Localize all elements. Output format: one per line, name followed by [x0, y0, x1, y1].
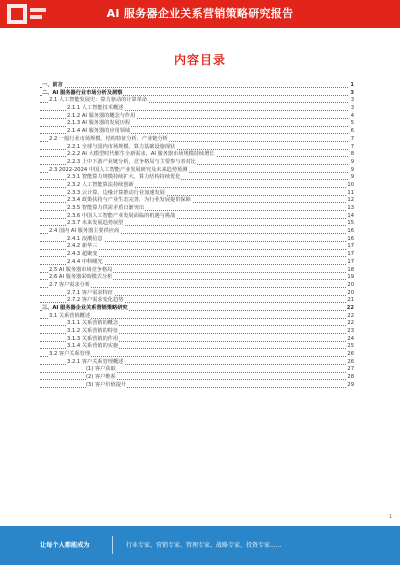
toc-entry-page: 21 — [347, 297, 354, 304]
toc-entry-label: 3.2 客户关系管理 — [49, 351, 91, 358]
toc-entry-label: 2.3.5 智能算力供需矛盾日渐突出 — [67, 205, 145, 211]
footer-slogan-right: 行业专家、营销专家、管理专家、战略专家、投资专家...... — [126, 542, 282, 549]
toc-entry-page: 17 — [347, 258, 354, 265]
toc-entry-page: 26 — [347, 351, 354, 358]
toc-entry-page: 17 — [347, 243, 354, 250]
toc-entry-page: 7 — [350, 135, 354, 142]
toc-entry-page: 10 — [347, 181, 354, 188]
toc-entry-label: 2.3.1 智能算力规模持续扩大，算力结构持续优化 — [67, 174, 181, 181]
toc-entry-page: 28 — [347, 374, 354, 381]
toc-entry[interactable] — [40, 136, 354, 144]
toc-entry-label: 3.2.1 客户关系管理概述 — [67, 358, 124, 365]
toc-entry-page: 22 — [347, 312, 354, 319]
toc-entry-label: 2.7.2 客户需求变化趋势 — [67, 297, 124, 304]
toc-entry-label: 3.1.2 关系营销的特征 — [67, 328, 119, 334]
toc-entry-label: 2.5 AI 服务器市场竞争格局 — [49, 266, 113, 273]
toc-entry-page: 3 — [350, 89, 354, 96]
toc-entry-page: 9 — [350, 174, 354, 181]
toc-entry[interactable] — [40, 320, 354, 328]
toc-entry[interactable] — [40, 128, 354, 136]
footer-divider — [112, 536, 113, 554]
toc-entry-label: 2.4.3 超聚变 — [67, 251, 98, 258]
toc-entry-label: 2.6 AI 服务器采购模式分析 — [49, 274, 113, 281]
toc-entry-label: 3.1.3 关系营销的作用 — [67, 335, 119, 342]
toc-entry-page: 14 — [347, 212, 354, 219]
report-title: AI 服务器企业关系营销策略研究报告 — [106, 7, 294, 20]
toc-entry-label: 2.3.2 人工智能算法持续创新 — [67, 181, 134, 188]
toc-entry-label: 2.4.4 中科曙光 — [67, 258, 103, 265]
toc-entry[interactable] — [40, 182, 354, 190]
toc-entry-label: 3.1 关系营销概述 — [49, 312, 91, 319]
toc-entry-page: 15 — [347, 220, 354, 227]
toc-entry-label: 2.3 2022-2024 中国人工智能产业发展研究及未来趋势预测 — [49, 166, 188, 173]
toc-entry-label: 2.3.3 云计算、边缘计算推动行业加速发展 — [67, 189, 165, 196]
toc-entry[interactable] — [40, 205, 354, 213]
toc-entry[interactable] — [40, 105, 354, 113]
toc-entry[interactable] — [40, 374, 354, 382]
toc-entry[interactable] — [40, 120, 354, 128]
toc-entry-page: 22 — [347, 320, 354, 327]
toc-entry-label: 2.3.7 未来发展趋势展望 — [67, 220, 124, 227]
toc-entry-page: 24 — [347, 335, 354, 342]
toc-entry-label: 2.4 国内 AI 服务器主要供应商 — [49, 228, 120, 235]
toc-entry-label: (2) 客户维系 — [86, 374, 116, 381]
toc-entry-page: 17 — [347, 251, 354, 258]
toc-entry-page: 9 — [350, 166, 354, 173]
toc-entry-label: 2.2.2 AI 大模型时代催生全新需求，AI 服务器市场规模持续增长 — [67, 151, 215, 158]
toc-entry-label: 3.1.4 关系营销的实施 — [67, 343, 119, 350]
toc-entry-page: 29 — [347, 381, 354, 388]
toc-entry-label: 2.3.6 中国人工智能产业发展面临的机遇与挑战 — [67, 212, 176, 219]
toc-entry-label: 2.7 客户需求分析 — [49, 281, 91, 288]
toc-entry[interactable] — [40, 251, 354, 259]
toc-entry-label: 2.4.1 浪潮信息 — [67, 235, 103, 242]
toc-entry-page: 23 — [347, 328, 354, 334]
toc-entry-label: 2.1 人工智能发展史：算力驱动的计算革命 — [49, 97, 148, 104]
toc-entry-label: 2.3.4 政策扶持与产业生态完善，为行业发展提供保障 — [67, 197, 191, 204]
toc-entry-page: 26 — [347, 358, 354, 365]
toc-entry-page: 3 — [350, 105, 354, 112]
toc-entry[interactable] — [40, 343, 354, 351]
toc-entry-page: 22 — [346, 304, 354, 311]
toc-entry[interactable] — [40, 174, 354, 182]
toc-entry[interactable] — [40, 328, 354, 336]
toc-entry-page: 20 — [347, 281, 354, 288]
toc-entry-page: 1 — [350, 82, 354, 88]
toc-entry[interactable] — [40, 259, 354, 267]
toc-entry-page: 16 — [347, 235, 354, 242]
toc-entry-page: 7 — [350, 143, 354, 150]
toc-entry[interactable] — [40, 305, 354, 313]
toc-entry-page: 5 — [350, 120, 354, 127]
toc-entry-label: 2.1.3 AI 服务器的发展历程 — [67, 120, 131, 127]
toc-entry-page: 18 — [347, 266, 354, 273]
footer-banner — [0, 526, 400, 565]
toc-entry[interactable] — [40, 197, 354, 205]
toc-entry-label: 2.2.1 全球与国内市场规模、算力基础设施现状 — [67, 143, 176, 150]
toc-entry[interactable] — [40, 228, 354, 236]
toc-heading: 内容目录 — [173, 53, 226, 67]
toc-entry-label: 2.4.2 新华三 — [67, 243, 98, 250]
toc-entry-page: 11 — [347, 189, 354, 196]
toc-entry-page: 27 — [347, 366, 354, 373]
page-number: 1 — [388, 514, 392, 520]
table-of-contents — [40, 82, 354, 390]
toc-entry-label: 2.1.4 AI 服务器的应用领域 — [67, 128, 131, 135]
toc-entry-label: 一、前言 — [42, 82, 63, 88]
toc-entry[interactable] — [40, 220, 354, 228]
toc-entry-page: 3 — [350, 97, 354, 104]
toc-entry[interactable] — [40, 243, 354, 251]
toc-dot-leader — [40, 87, 348, 88]
toc-entry[interactable] — [40, 151, 354, 159]
toc-entry[interactable] — [40, 282, 354, 290]
toc-entry-label: 2.2 一般行业市场规模、结构特征分析、产业链分析 — [49, 135, 168, 142]
toc-entry[interactable] — [40, 274, 354, 282]
toc-entry-page: 9 — [350, 158, 354, 165]
toc-entry[interactable] — [40, 82, 354, 90]
toc-entry-page: 13 — [347, 205, 354, 211]
toc-entry-page: 25 — [347, 343, 354, 350]
toc-entry-page: 4 — [350, 112, 354, 119]
header-bar — [0, 0, 400, 28]
toc-entry-label: 2.1.2 AI 服务器的概念与作用 — [67, 112, 136, 119]
toc-entry-page: 19 — [347, 274, 354, 281]
toc-entry[interactable] — [40, 297, 354, 305]
toc-entry-page: 16 — [347, 228, 354, 235]
toc-entry[interactable] — [40, 159, 354, 167]
toc-entry-page: 8 — [350, 151, 354, 158]
toc-entry-label: 3.1.1 关系营销的概念 — [67, 320, 119, 327]
toc-entry-label: (3) 客户价值提升 — [86, 381, 127, 388]
toc-entry[interactable] — [40, 382, 354, 390]
toc-entry-label: 二、AI 服务器行业市场分析及洞察 — [42, 89, 123, 96]
toc-entry-page: 20 — [347, 289, 354, 296]
toc-entry-label: 2.2.3 上中下游产业链分析，竞争格局与主要参与者对比 — [67, 158, 196, 165]
toc-entry-label: (1) 客户获取 — [86, 366, 116, 373]
toc-entry-label: 2.7.1 客户需求特征 — [67, 289, 113, 296]
toc-entry-page: 6 — [350, 128, 354, 135]
toc-entry[interactable] — [40, 351, 354, 359]
footer-slogan-left: 让每个人都能成为 — [40, 542, 90, 549]
toc-entry[interactable] — [40, 366, 354, 374]
toc-entry-label: 2.1.1 人工智能技术概述 — [67, 105, 124, 112]
toc-entry[interactable] — [40, 97, 354, 105]
toc-entry-page: 12 — [347, 197, 354, 204]
toc-entry-label: 三、AI 服务器企业关系营销策略研究 — [42, 304, 128, 311]
